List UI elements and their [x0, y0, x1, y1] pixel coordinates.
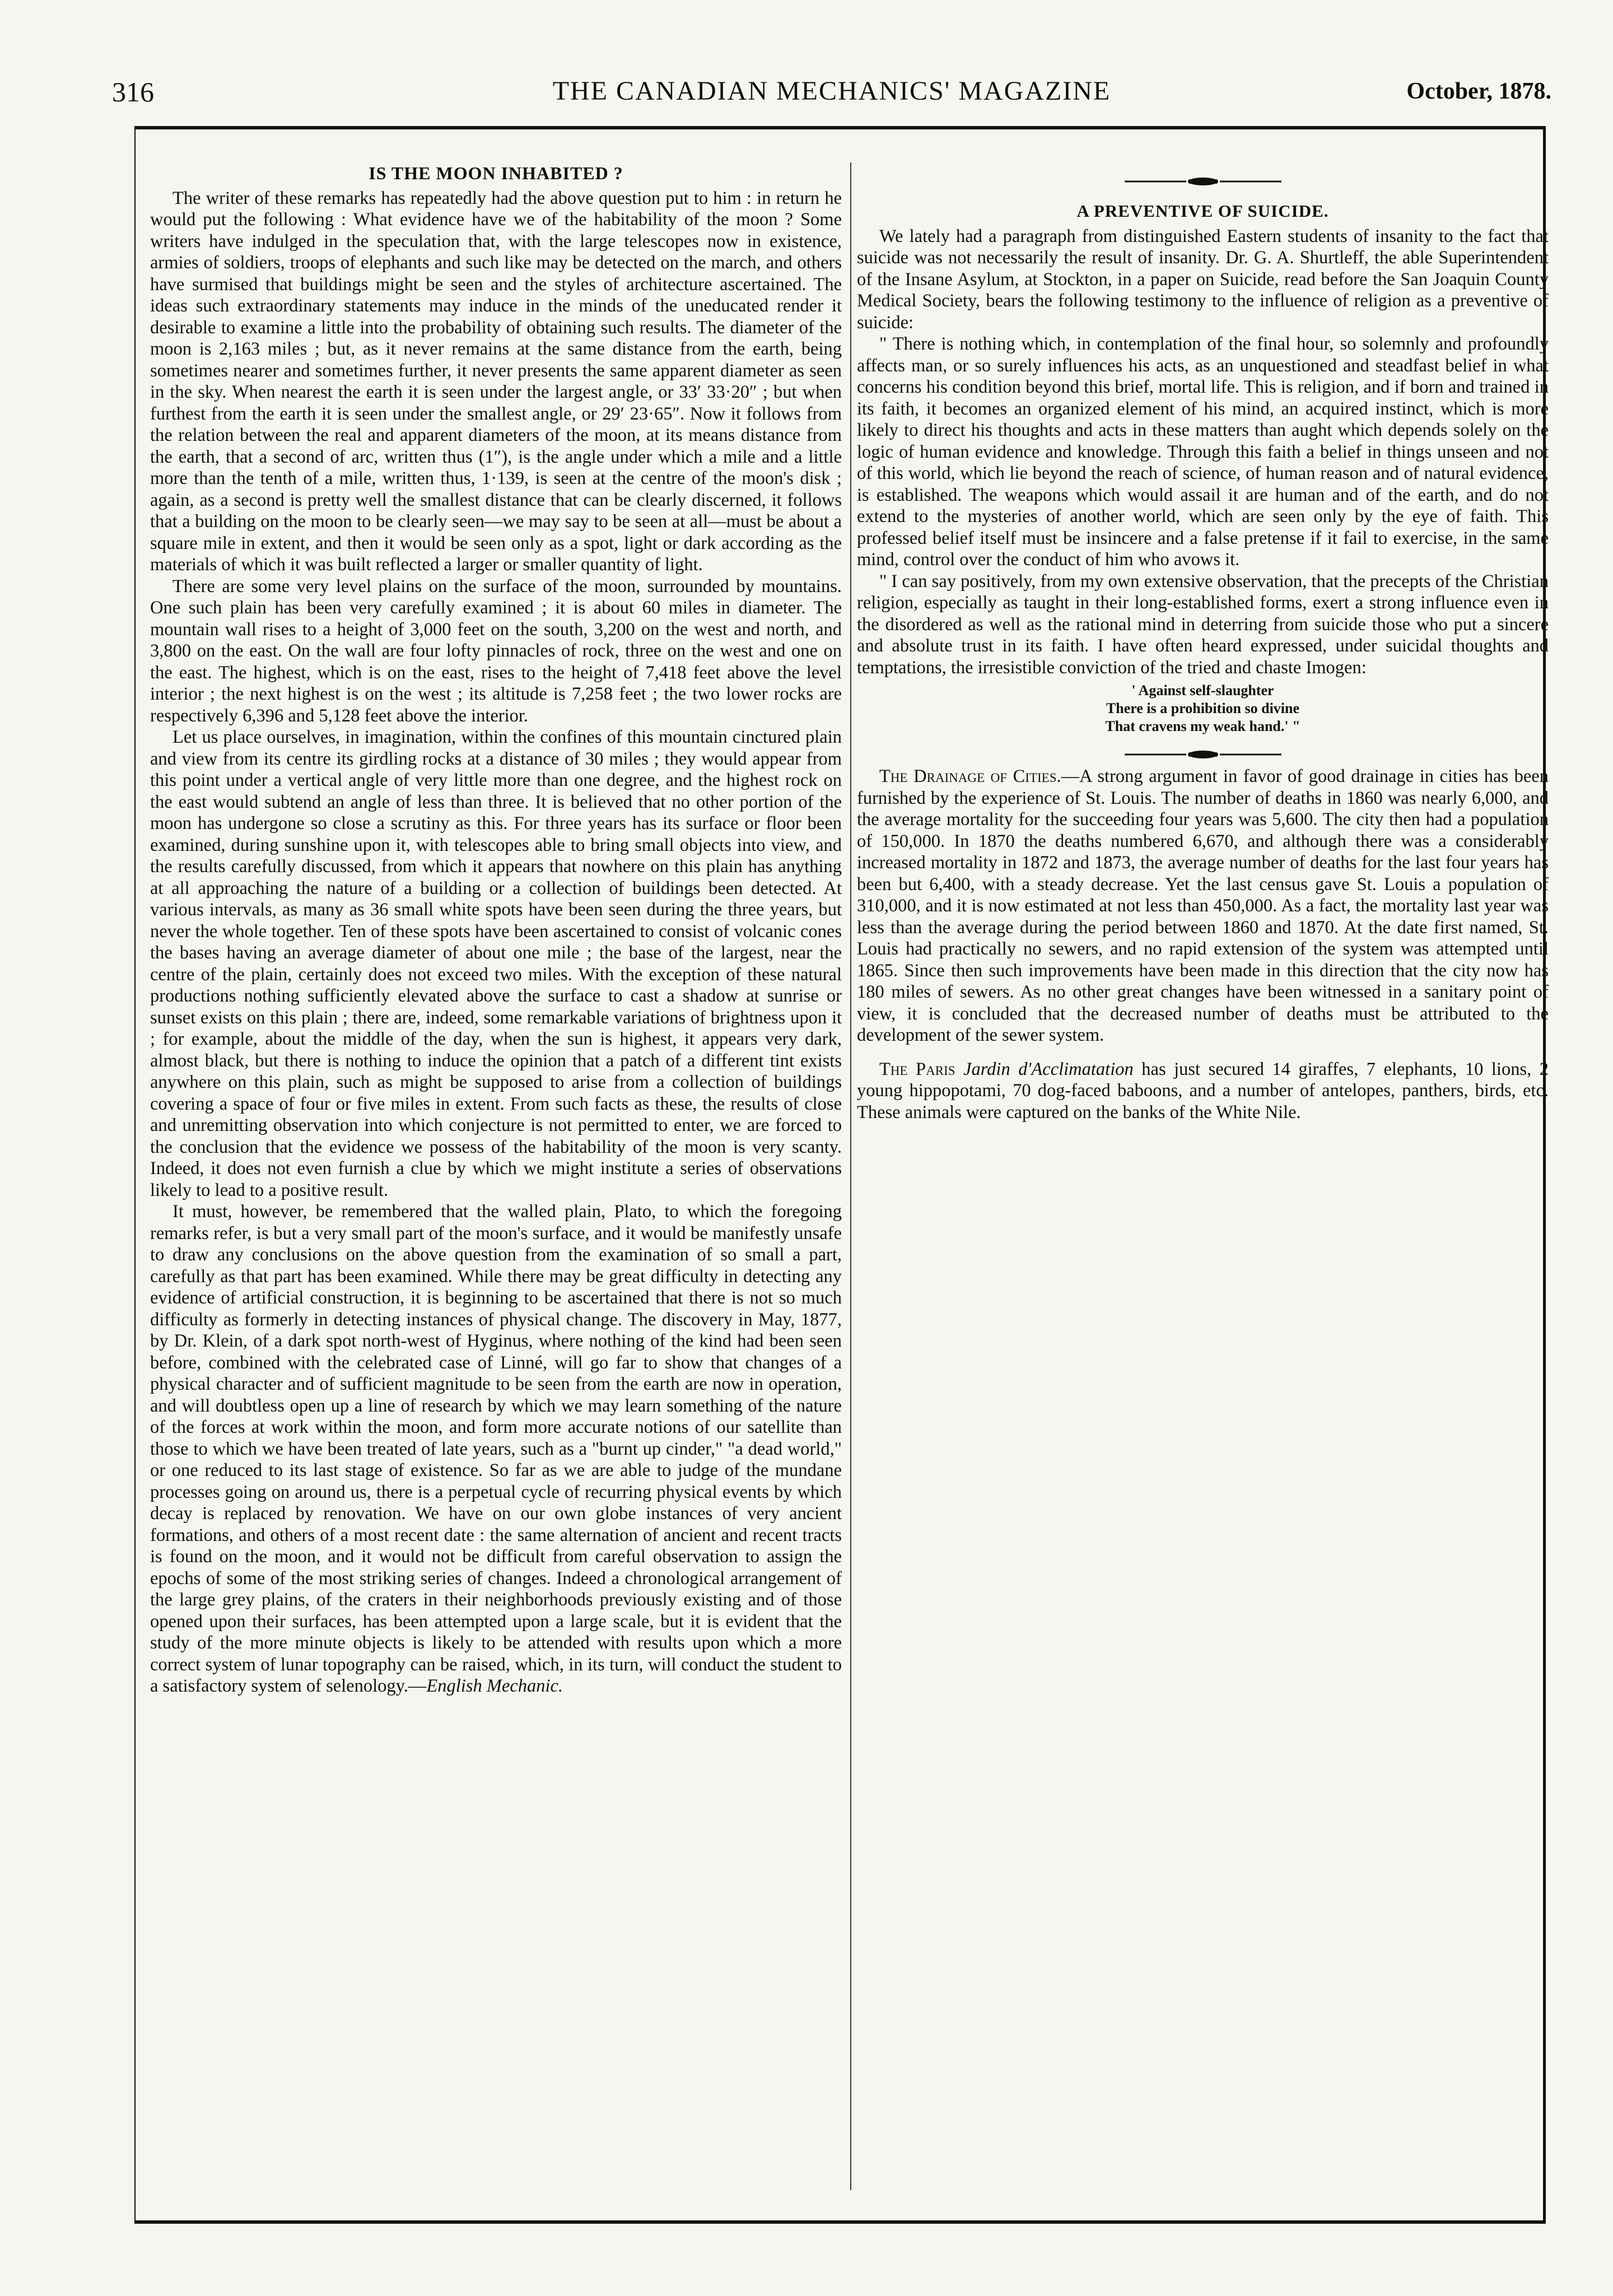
imogen-verse — [857, 682, 1549, 735]
column-divider — [850, 162, 851, 2190]
moon-article-title: IS THE MOON INHABITED ? — [369, 163, 623, 183]
ornament-divider-icon — [1119, 174, 1287, 189]
right-column — [857, 162, 1549, 1123]
section-ornament — [857, 173, 1549, 187]
moon-source: English Mechanic. — [426, 1676, 563, 1696]
verse-line-3: That cravens my weak hand.' " — [1105, 718, 1300, 734]
page-header — [112, 76, 1551, 115]
section-ornament-2 — [857, 746, 1549, 760]
page-number: 316 — [112, 76, 154, 108]
suicide-intro: We lately had a paragraph from distinguished Eastern students of insanity to the fact that suicide was not necessarily the result of insanity. Dr. G. A. Shurtleff, the able Superintendent of the Insane Asylum, at Stockton, in a paper on Suicide, read before the San Joaquin County Medical Society, bears the following testimony to the influence of religion as a preventive of suicide: — [857, 226, 1549, 333]
moon-paragraph-1: The writer of these remarks has repeatedly had the above question put to him : in return he would put the following : What evidence have we of the habitability of the moon ? Some writers have indulged in the speculation that, with the large telescopes now in existence, armies of soldiers, troops of elephants and such like may be detected on the march, and others have surmised that buildings might be seen and the styles of architecture ascertained. The ideas such extraordinary statements may induce in the minds of the uneducated render it desirable to examine a little into the probability of obtaining such results. The diameter of the moon is 2,163 miles ; but, as it never remains at the same distance from the earth, being sometimes nearer and sometimes further, it never presents the same apparent diameter as seen in the sky. When nearest the earth it is seen under the largest angle, or 33′ 33·20″ ; but when furthest from the earth it is seen under the smallest angle, or 29′ 23·65″. Now it follows from the relation between the real and apparent diameters of the moon, at its means distance from the earth, that a second of arc, written thus (1″), is the angle under which a mile and a little more than the tenth of a mile, written thus, 1·139, is seen at the centre of the moon's disk ; again, as a second is pretty well the smallest distance that can be clearly discerned, it follows that a building on the moon to be clearly seen—we may say to be seen at all—must be about a square mile in extent, and then it would be seen only as a spot, light or dark according as the materials of which it was built reflected a larger or smaller quantity of light. — [150, 188, 842, 575]
drainage-heading: The Drainage of Cities. — [879, 766, 1061, 786]
drainage-text: —A strong argument in favor of good drainage in cities has been furnished by the experience of St. Louis. The number of deaths in 1860 was nearly 6,000, and the average mortality for the succeeding four years was 5,600. The city then had a population of 150,000. In 1870 the deaths numbered 6,670, and although there was a considerably increased mortality in 1872 and 1873, the average number of deaths for the last four years has been but 6,400, with a steady decrease. Yet the last census gave St. Louis a population of 310,000, and it is now estimated at not less than 450,000. As a fact, the mortality last year was less than the average during the period between 1860 and 1870. At the date first named, St. Louis had practically no sewers, and no rapid extension of the system was attempted until 1865. Since then such improvements have been made in this direction that the city now has 180 miles of sewers. As no other great changes have been witnessed in a sanitary point of view, it is concluded that the decreased number of deaths must be attributed to the development of the sewer system. — [857, 766, 1549, 1045]
suicide-quote-2: " I can say positively, from my own extensive observation, that the precepts of the Christian religion, especially as taught in their long-established forms, exert a strong influence even in the disordered as well as the rational mind in deterring from suicide those who put a sincere and absolute trust in its faith. I have often heard expressed, under suicidal thoughts and temptations, the irresistible conviction of the tried and chaste Imogen: — [857, 571, 1549, 678]
moon-paragraph-2: There are some very level plains on the surface of the moon, surrounded by mountains. One such plain has been very carefully examined ; it is about 60 miles in diameter. The mountain wall rises to a height of 3,000 feet on the south, 3,200 on the west and north, and 3,800 on the east. On the wall are four lofty pinnacles of rock, three on the west and one on the east. The highest, which is on the east, rises to the height of 7,418 feet above the level interior ; the next highest is on the west ; its altitude is 7,258 feet ; the two lower rocks are respectively 6,396 and 5,128 feet above the interior. — [150, 576, 842, 726]
moon-paragraph-4-text: It must, however, be remembered that the walled plain, Plato, to which the foregoing remarks refer, is but a very small part of the moon's surface, and it would be manifestly unsafe to draw any conclusions on the above question from the examination of so small a part, carefully as that part has been examined. While there may be great difficulty in detecting any evidence of artificial construction, it is beginning to be ascertained that there is not so much difficulty as formerly in detecting instances of physical change. The discovery in May, 1877, by Dr. Klein, of a dark spot north-west of Hyginus, where nothing of the kind had been seen before, combined with the celebrated case of Linné, will go far to show that changes of a physical character and of sufficient magnitude to be seen from the earth are now in operation, and will doubtless open up a line of research by which we may learn something of the nature of the forces at work within the moon, and form more accurate notions of our satellite than those to which we have been treated of late years, such as a "burnt up cinder," "a dead world," or one reduced to its last stage of existence. So far as we are able to judge of the mundane processes going on around us, there is a perpetual cycle of recurring physical events by which decay is replaced by renovation. We have on our own globe instances of very ancient formations, and others of a most recent date : the same alternation of ancient and recent tracts is found on the moon, and it would not be difficult from careful observation to assign the epochs of some of the most striking series of changes. Indeed a chronological arrangement of the large grey plains, of the craters in their neighborhoods previously existing and of those opened upon their surfaces, has been attempted upon a large scale, but it is evident that the study of the more minute objects is likely to be attended with results upon which a more correct system of lunar topography can be raised, which, in its turn, will conduct the student to a satisfactory system of selenology.— — [150, 1201, 842, 1696]
suicide-article-title: A PREVENTIVE OF SUICIDE. — [1076, 201, 1329, 221]
paris-item — [857, 1059, 1549, 1124]
verse-line-2: There is a prohibition so divine — [1106, 700, 1300, 716]
paris-lead: The Paris — [879, 1059, 955, 1079]
suicide-quote-1: " There is nothing which, in contemplation of the final hour, so solemnly and profoundly affects man, or so surely influences his acts, as an unquestioned and steadfast belief in what concerns his condition beyond this brief, mortal life. This is religion, and if born and trained in its faith, it becomes an organized element of his mind, an acquired instinct, which is more likely to direct his thoughts and acts in these matters than aught which depends solely on the logic of human evidence and knowledge. Through this faith a belief in things unseen and not of this world, which lie beyond the reach of science, of human reason and of natural evidence, is established. The weapons which would assail it are human and of the earth, and do not extend to the mysteries of another world, which are seen only by the eye of faith. This professed belief itself must be insincere and a false pretense if it fail to exercise, in the same mind, control over the conduct of him who avows it. — [857, 334, 1549, 570]
moon-paragraph-3: Let us place ourselves, in imagination, within the confines of this mountain cinctured plain and view from its centre its girdling rocks at a distance of 30 miles ; they would appear from this point under a vertical angle of very little more than one degree, and the highest rock on the east would subtend an angle of less than three. It is believed that no other portion of the moon has undergone so close a scrutiny as this. For three years has its surface or floor been examined, during sunshine upon it, with telescopes able to bring small objects into view, and the results carefully discussed, from which it appears that nowhere on this plain has anything at all approaching the nature of a building or a collection of buildings been detected. At various intervals, as many as 36 small white spots have been seen during the three years, but never the whole together. Ten of these spots have been ascertained to consist of volcanic cones the bases having an average diameter of about one mile ; the base of the largest, near the centre of the plain, certainly does not exceed two miles. With the exception of these natural productions nothing sufficiently elevated above the surface to cast a shadow at sunrise or sunset exists on this plain ; there are, indeed, some remarkable variations of brightness upon it ; for example, about the middle of the day, when the sun is highest, it appears very dark, almost black, but there is nothing to induce the opinion that a patch of a different tint exists anywhere on this plain, such as might be supposed to arise from a collection of buildings covering a space of four or five miles in extent. From such facts as these, the results of close and unremitting observation into which conjecture is not permitted to enter, we are forced to the conclusion that the evidence we possess of the habitability of the moon is very scanty. Indeed, it does not even furnish a clue by which we might institute a series of observations likely to lead to a positive result. — [150, 727, 842, 1200]
ornament-divider-icon — [1119, 747, 1287, 762]
magazine-title: THE CANADIAN MECHANICS' MAGAZINE — [552, 76, 1111, 106]
paris-text: has just secured 14 giraffes, 7 elephants, 10 lions, 2 young hippopotami, 70 dog-faced baboons, and a number of antelopes, panthers, birds, etc. These animals were captured on the banks of the White Nile. — [857, 1059, 1549, 1123]
left-column — [150, 162, 842, 1697]
issue-date: October, 1878. — [1406, 78, 1551, 104]
paris-jardin-name: Jardin d'Acclimatation — [963, 1059, 1134, 1079]
verse-line-1: ' Against self-slaughter — [1131, 682, 1274, 698]
moon-paragraph-4 — [150, 1201, 842, 1697]
drainage-article — [857, 766, 1549, 1046]
